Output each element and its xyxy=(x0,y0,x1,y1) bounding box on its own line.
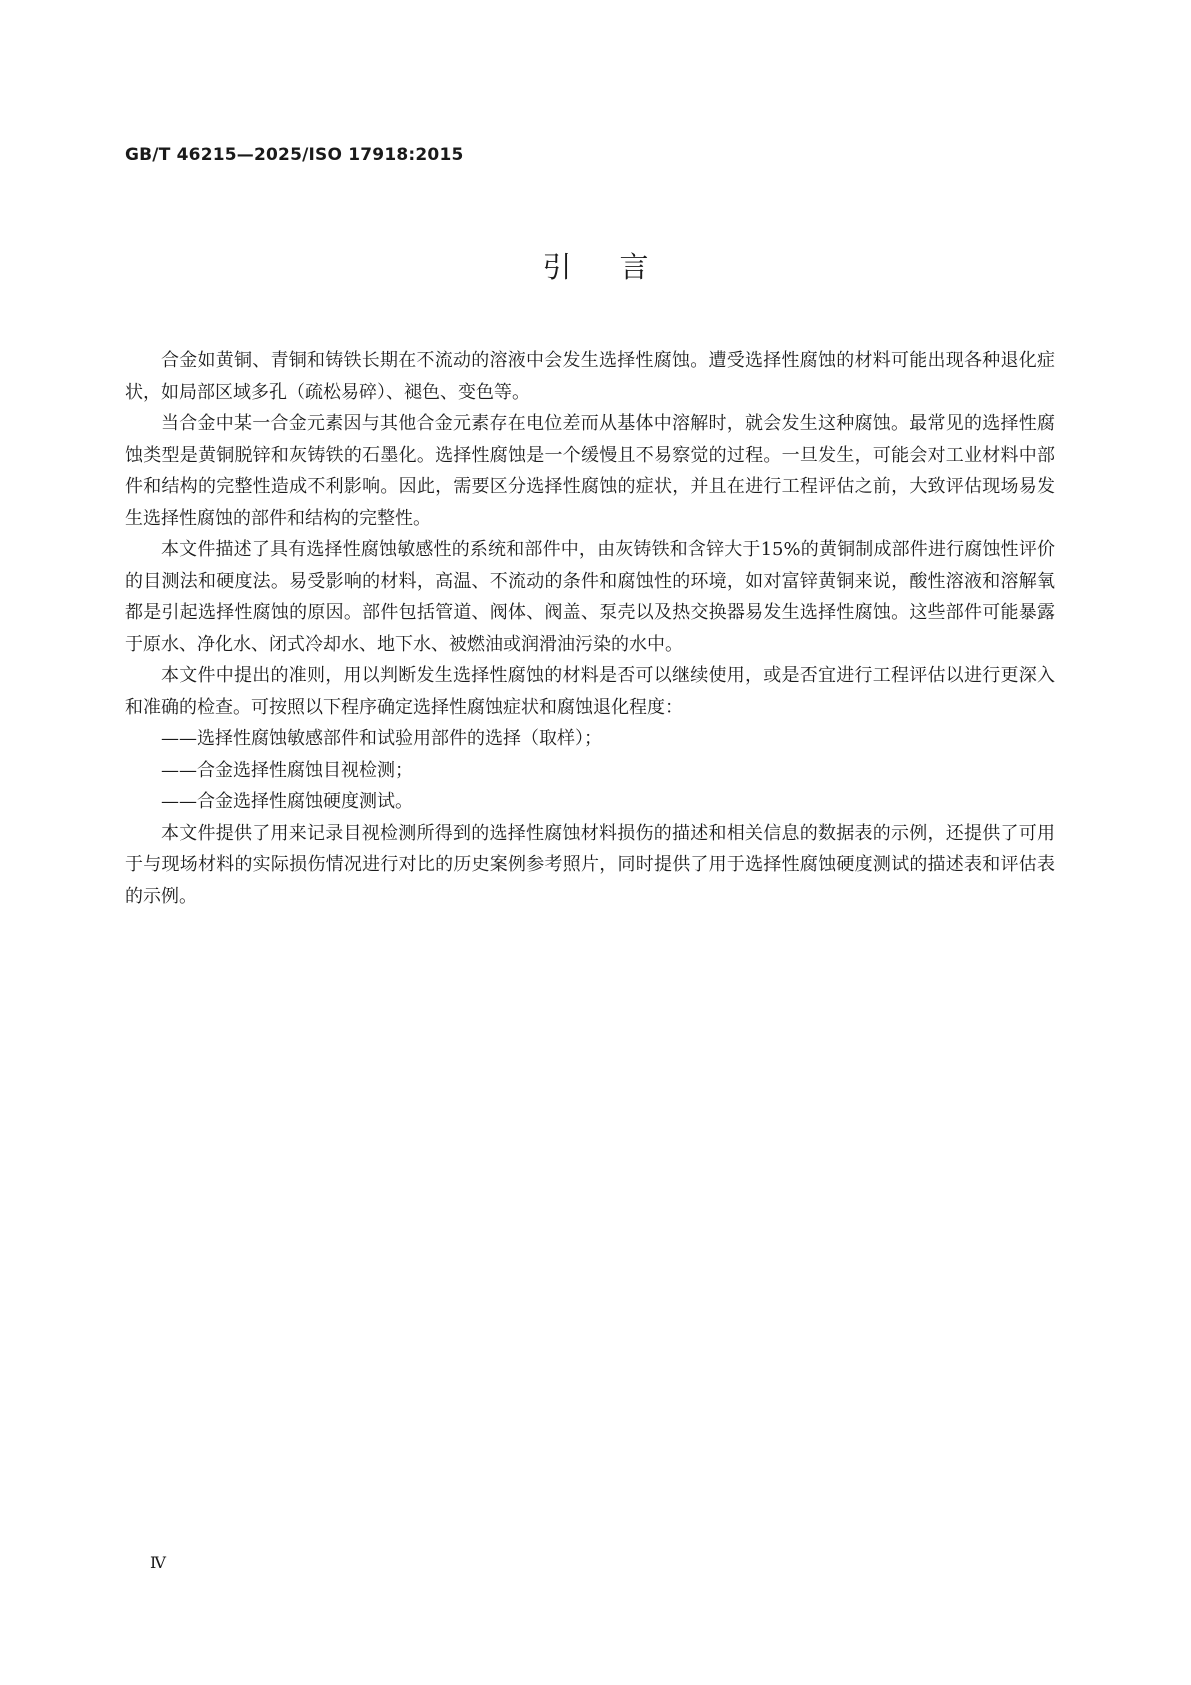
paragraph: 当合金中某一合金元素因与其他合金元素存在电位差而从基体中溶解时，就会发生这种腐蚀。最常见的选择性腐蚀类型是黄铜脱锌和灰铸铁的石墨化。选择性腐蚀是一个缓慢且不易察觉的过程。一旦发生，可能会对工业材料中部件和结构的完整性造成不利影响。因此，需要区分选择性腐蚀的症状，并且在进行工程评估之前，大致评估现场易发生选择性腐蚀的部件和结构的完整性。 xyxy=(125,413,1055,529)
paragraph: 本文件描述了具有选择性腐蚀敏感性的系统和部件中，由灰铸铁和含锌大于15%的黄铜制成部件进行腐蚀性评价的目测法和硬度法。易受影响的材料，高温、不流动的条件和腐蚀性的环境，如对富锌黄铜来说，酸性溶液和溶解氧都是引起选择性腐蚀的原因。部件包括管道、阀体、阀盖、泵壳以及热交换器易发生选择性腐蚀。这些部件可能暴露于原水、净化水、闭式冷却水、地下水、被燃油或润滑油污染的水中。 xyxy=(125,539,1055,655)
page-title: 引言 xyxy=(542,250,697,284)
list-item: ——选择性腐蚀敏感部件和试验用部件的选择（取样）； xyxy=(161,728,602,749)
standard-number: GB/T 46215—2025/ISO 17918:2015 xyxy=(125,145,464,165)
body-text xyxy=(125,345,1055,912)
paragraph: 本文件提供了用来记录目视检测所得到的选择性腐蚀材料损伤的描述和相关信息的数据表的示例，还提供了可用于与现场材料的实际损伤情况进行对比的历史案例参考照片，同时提供了用于选择性腐蚀硬度测试的描述表和评估表的示例。 xyxy=(125,822,1055,907)
paragraph: 合金如黄铜、青铜和铸铁长期在不流动的溶液中会发生选择性腐蚀。遭受选择性腐蚀的材料可能出现各种退化症状，如局部区域多孔（疏松易碎）、褪色、变色等。 xyxy=(125,350,1055,403)
page-number: Ⅳ xyxy=(150,1553,166,1572)
list-item: ——合金选择性腐蚀目视检测； xyxy=(161,759,413,781)
list-item: ——合金选择性腐蚀硬度测试。 xyxy=(161,791,413,812)
paragraph: 本文件中提出的准则，用以判断发生选择性腐蚀的材料是否可以继续使用，或是否宜进行工程评估以进行更深入和准确的检查。可按照以下程序确定选择性腐蚀症状和腐蚀退化程度： xyxy=(125,665,1055,718)
